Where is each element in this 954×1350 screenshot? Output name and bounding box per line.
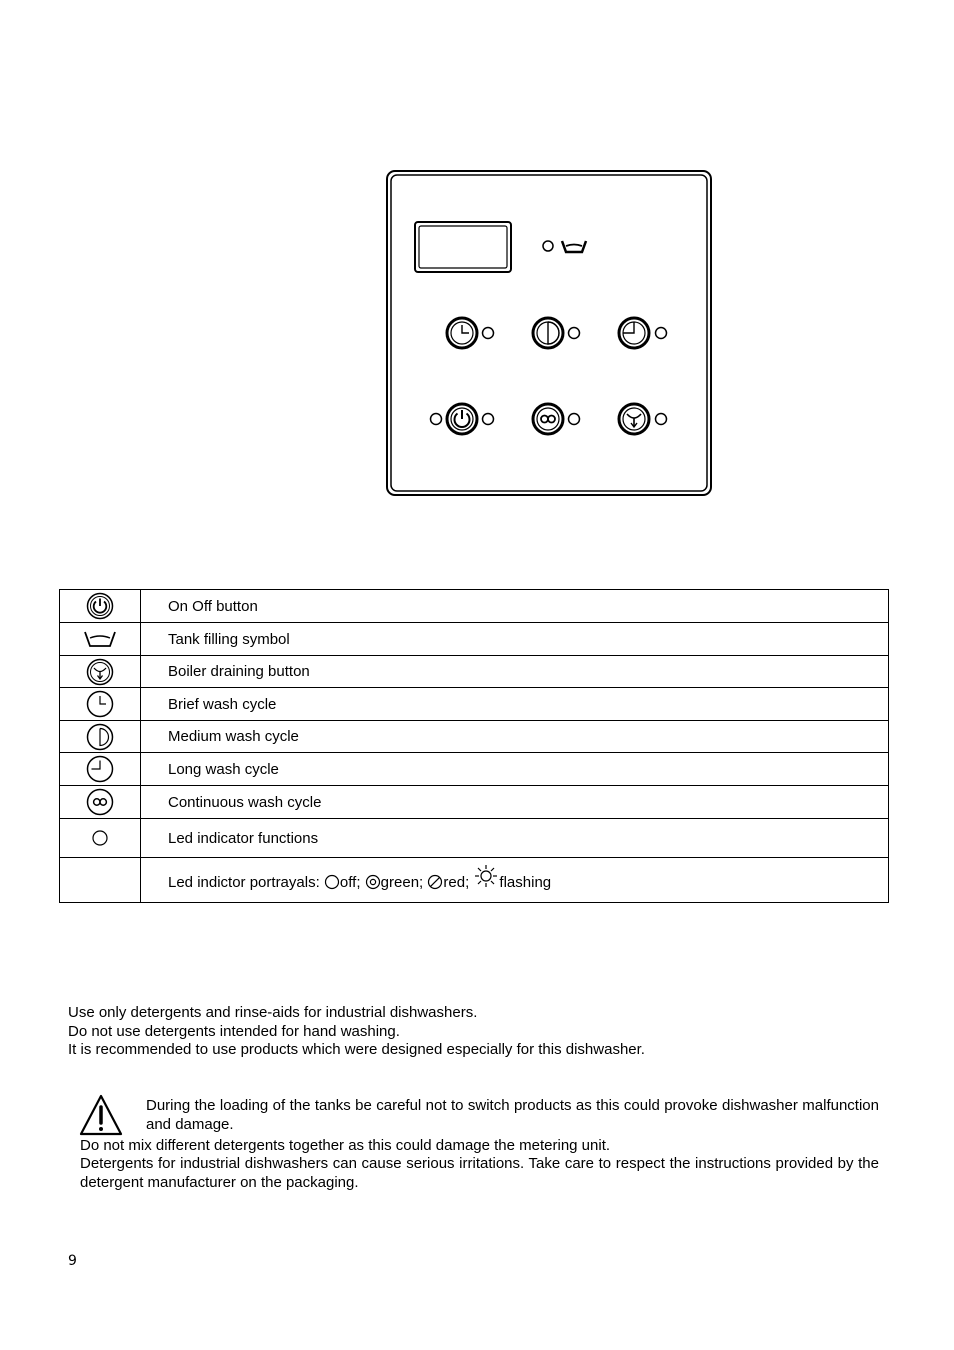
power-led-left: [431, 414, 442, 425]
boiler-drain-button[interactable]: [619, 404, 649, 434]
warning-text-3: Detergents for industrial dishwashers can cause serious irritations. Take care to respect the instructions provided by the detergent manufacturer on the packaging.: [80, 1155, 879, 1191]
table-row: [60, 590, 889, 623]
detergent-line-2: Do not use detergents intended for hand washing.: [68, 1022, 400, 1040]
boiler-drain-icon: [86, 658, 114, 686]
legend-label: Boiler draining button: [141, 656, 889, 688]
legend-label: Medium wash cycle: [141, 721, 889, 753]
legend-label: Tank filling symbol: [141, 623, 889, 656]
legend-icon-cell: [60, 819, 141, 858]
legend-table: [59, 589, 889, 903]
display-window: [415, 222, 511, 272]
led-portrayals: [141, 858, 889, 903]
legend-icon-cell: [60, 753, 141, 786]
medium-cycle-icon: [86, 723, 114, 751]
legend-label: Led indicator functions: [141, 819, 889, 858]
legend-icon-cell: [60, 656, 141, 688]
brief-cycle-button[interactable]: [447, 318, 477, 348]
legend-icon-cell: [60, 688, 141, 721]
portrayal-green: green;: [380, 874, 424, 891]
led-flashing-icon: [473, 864, 499, 888]
legend-icon-cell: [60, 786, 141, 819]
table-row: [60, 656, 889, 688]
led-off-icon: [324, 874, 340, 890]
medium-cycle-led: [569, 328, 580, 339]
portrayal-red: red;: [443, 874, 470, 891]
led-icon: [91, 829, 109, 847]
table-row: [60, 753, 889, 786]
tank-fill-icon: [562, 241, 586, 252]
continuous-cycle-icon: [86, 788, 114, 816]
warning-text-2: Do not mix different detergents together as this could damage the metering unit.: [80, 1137, 611, 1154]
medium-cycle-button[interactable]: [533, 318, 563, 348]
power-icon: [86, 592, 114, 620]
legend-label: Continuous wash cycle: [141, 786, 889, 819]
table-row: [60, 786, 889, 819]
warning-text-1: During the loading of the tanks be careful not to switch products as this could provoke dishwasher malfunction and damage.: [146, 1097, 879, 1133]
table-row: [60, 688, 889, 721]
table-row: [60, 858, 889, 903]
continuous-cycle-led: [569, 414, 580, 425]
legend-label: On Off button: [141, 590, 889, 623]
power-button[interactable]: [447, 404, 477, 434]
portrayals-prefix: Led indictor portrayals:: [168, 874, 320, 891]
portrayal-flashing: flashing: [499, 874, 552, 891]
long-cycle-button[interactable]: [619, 318, 649, 348]
brief-cycle-led: [483, 328, 494, 339]
brief-cycle-icon: [86, 690, 114, 718]
page-number: 9: [68, 1253, 77, 1269]
boiler-drain-led: [656, 414, 667, 425]
detergent-instructions: [68, 1004, 898, 1060]
tank-fill-icon: [83, 629, 117, 649]
led-green-icon: [365, 874, 381, 890]
table-row: [60, 721, 889, 753]
table-row: [60, 819, 889, 858]
legend-icon-cell: [60, 623, 141, 656]
long-cycle-icon: [86, 755, 114, 783]
detergent-line-1: Use only detergents and rinse-aids for industrial dishwashers.: [68, 1004, 478, 1021]
tank-fill-led: [543, 241, 553, 251]
table-row: [60, 623, 889, 656]
portrayal-off: off;: [339, 874, 361, 891]
legend-label: Long wash cycle: [141, 753, 889, 786]
long-cycle-led: [656, 328, 667, 339]
detergent-line-3: It is recommended to use products which were designed especially for this dishwasher.: [68, 1041, 645, 1058]
warning-icon: [79, 1093, 123, 1137]
control-panel-diagram: [386, 170, 712, 496]
legend-icon-cell: [60, 721, 141, 753]
continuous-cycle-button[interactable]: [533, 404, 563, 434]
legend-label: Brief wash cycle: [141, 688, 889, 721]
legend-icon-cell: [60, 590, 141, 623]
power-led-right: [483, 414, 494, 425]
led-red-icon: [427, 874, 443, 890]
legend-icon-cell-empty: [60, 858, 141, 903]
